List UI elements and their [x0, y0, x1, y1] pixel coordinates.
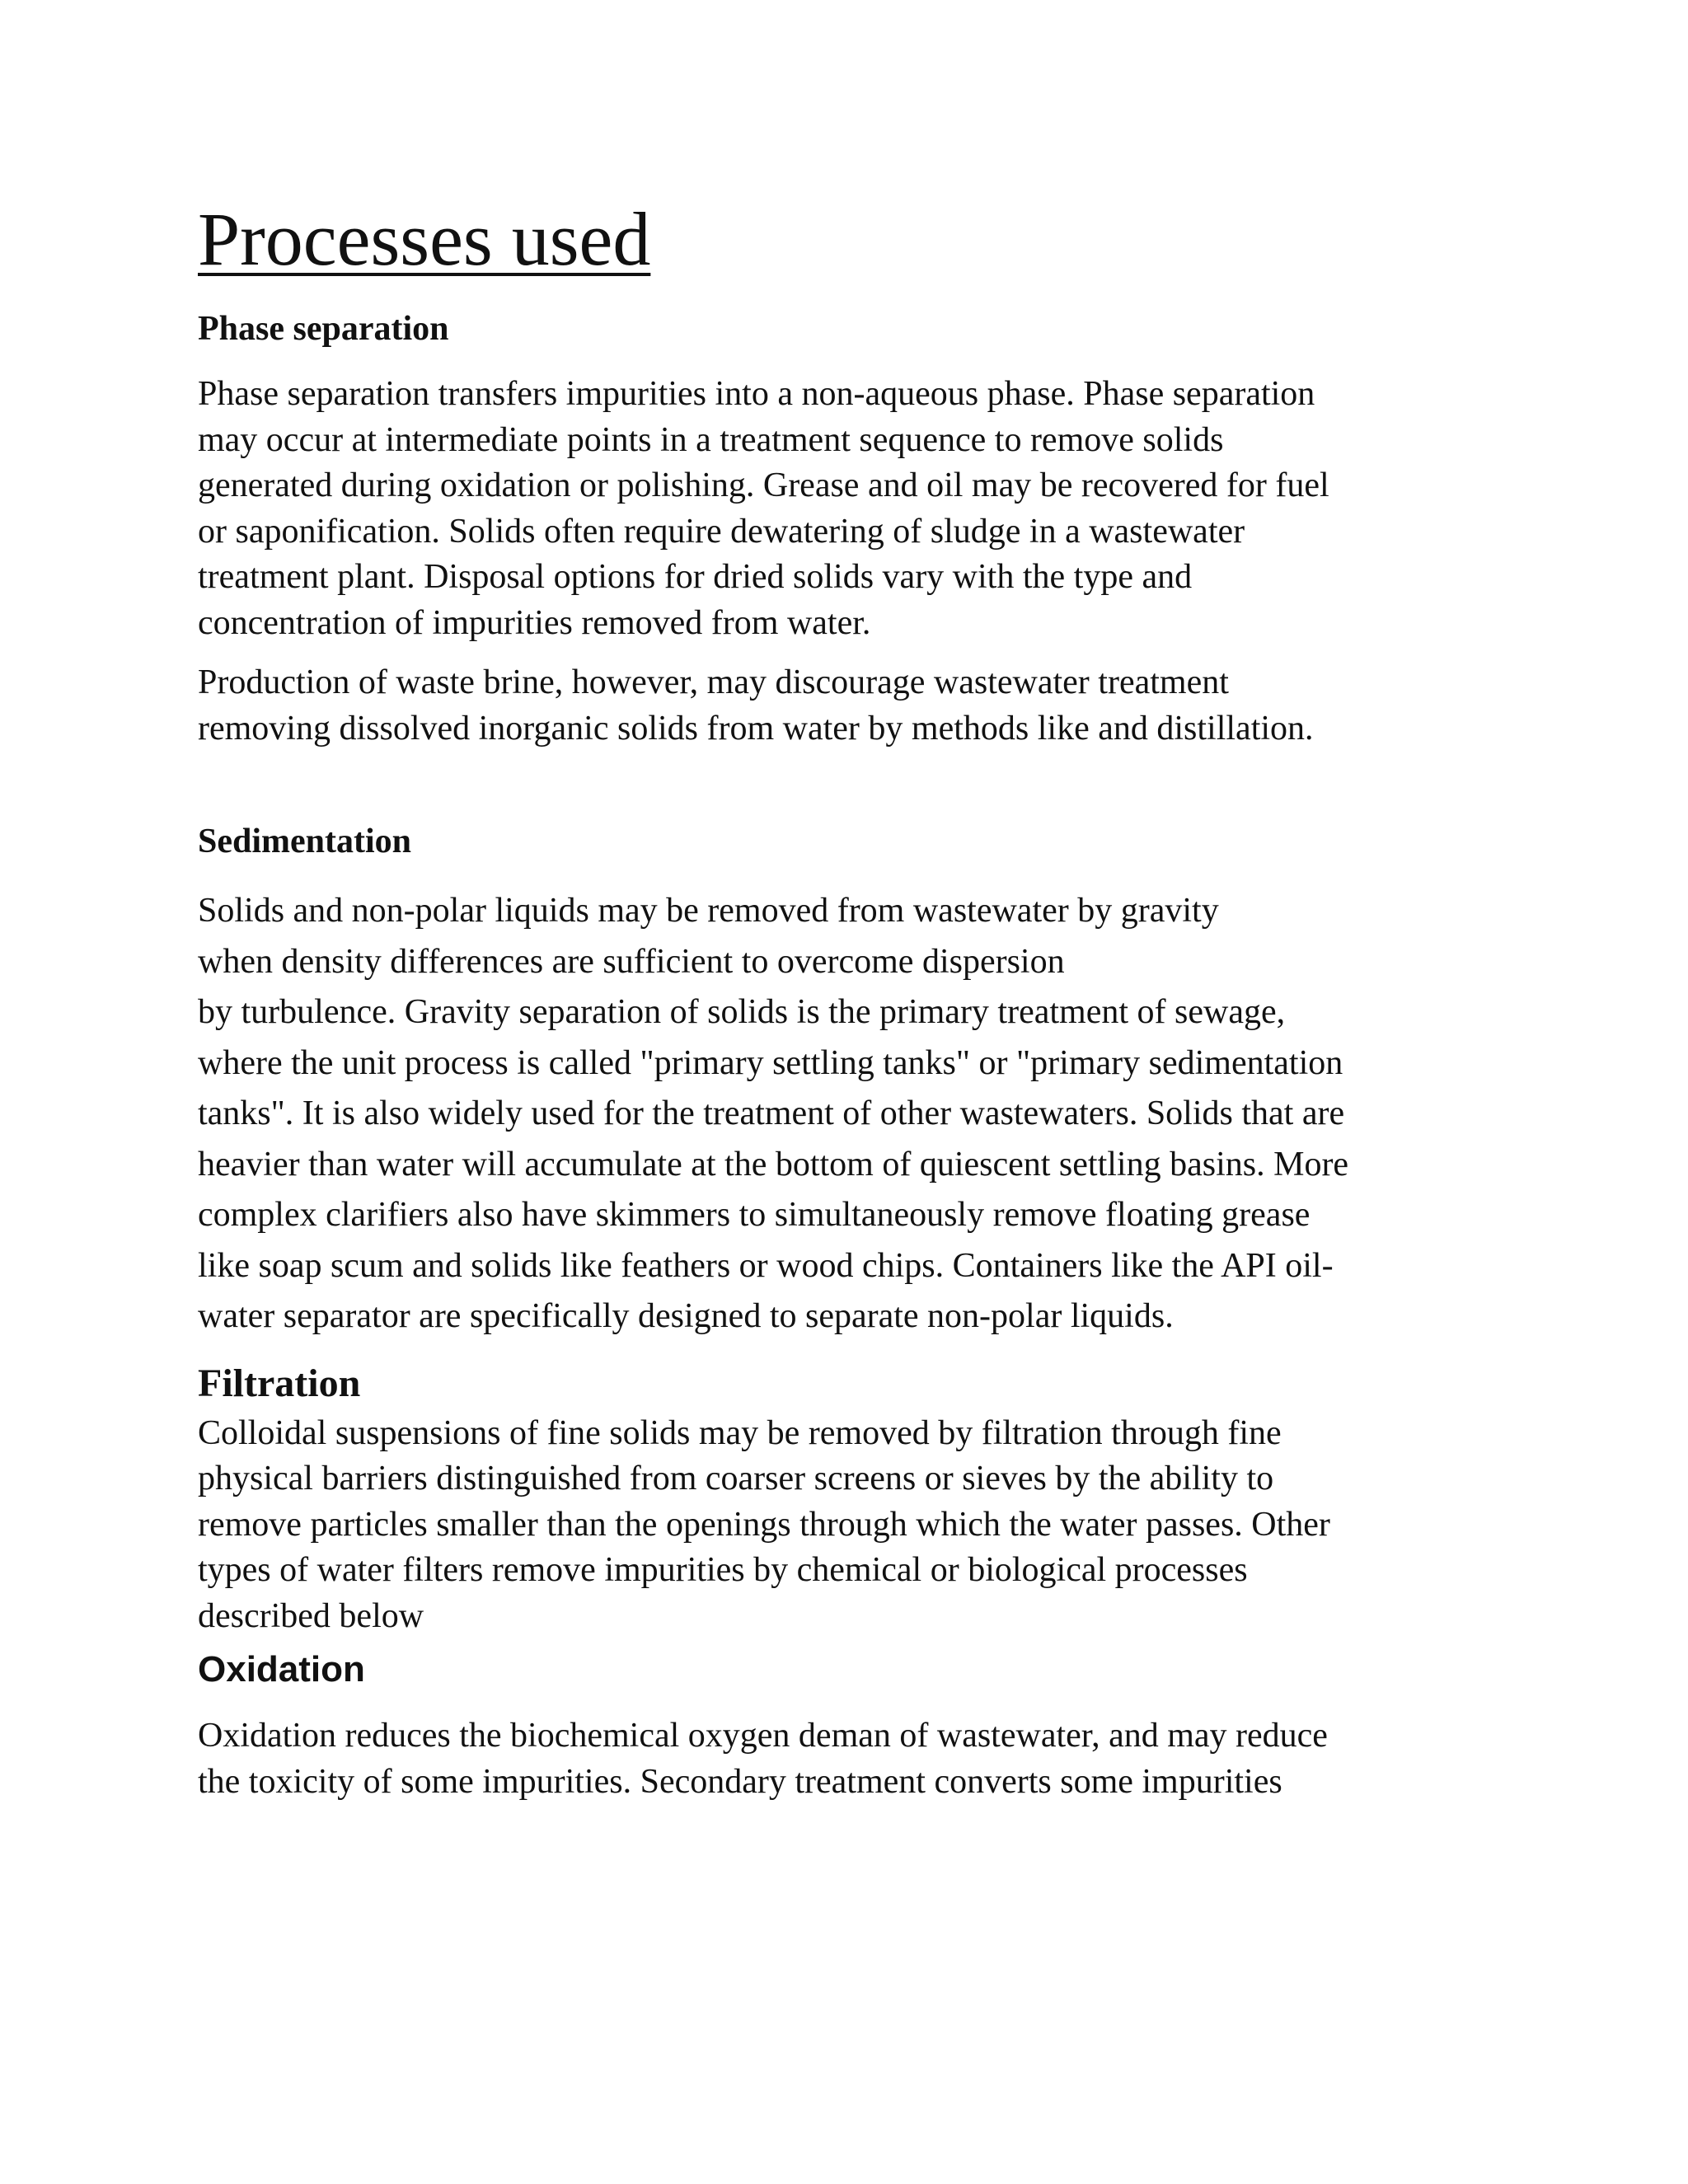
text-line: concentration of impurities removed from water. — [198, 603, 871, 642]
text-line: Colloidal suspensions of fine solids may be removed by filtration through fine — [198, 1413, 1282, 1452]
paragraph-sedimentation — [198, 886, 1500, 1343]
text-line: heavier than water will accumulate at the bottom of quiescent settling basins. More — [198, 1145, 1349, 1183]
text-line: the toxicity of some impurities. Secondary treatment converts some impurities — [198, 1762, 1282, 1801]
text-line: when density differences are sufficient to overcome dispersion — [198, 942, 1065, 981]
section-heading-phase-separation: Phase separation — [198, 310, 449, 348]
paragraph-filtration — [198, 1411, 1500, 1640]
paragraph-phase-separation-2 — [198, 660, 1500, 752]
text-line: like soap scum and solids like feathers or wood chips. Containers like the API oil- — [198, 1246, 1334, 1285]
section-heading-filtration: Filtration — [198, 1361, 361, 1405]
text-line: where the unit process is called "primary settling tanks" or "primary sedimentation — [198, 1043, 1343, 1082]
text-line: described below — [198, 1596, 424, 1635]
section-heading-oxidation: Oxidation — [198, 1649, 365, 1690]
text-line: generated during oxidation or polishing. Grease and oil may be recovered for fuel — [198, 466, 1329, 504]
text-line: or saponification. Solids often require dewatering of sludge in a wastewater — [198, 512, 1245, 551]
text-line: Production of waste brine, however, may discourage wastewater treatment — [198, 663, 1229, 701]
text-line: physical barriers distinguished from coarser screens or sieves by the ability to — [198, 1460, 1274, 1497]
text-line: Solids and non-polar liquids may be removed from wastewater by gravity — [198, 892, 1219, 930]
text-line: treatment plant. Disposal options for dried solids vary with the type and — [198, 558, 1193, 596]
text-line: may occur at intermediate points in a treatment sequence to remove solids — [198, 420, 1224, 459]
text-line: water separator are specifically designed to separate non-polar liquids. — [198, 1297, 1174, 1335]
text-line: Phase separation transfers impurities into a non-aqueous phase. Phase separation — [198, 375, 1315, 413]
page-title: Processes used — [198, 197, 651, 281]
paragraph-phase-separation-1 — [198, 372, 1500, 646]
text-line: removing dissolved inorganic solids from water by methods like and distillation. — [198, 709, 1314, 748]
paragraph-oxidation — [198, 1713, 1500, 1805]
document-body — [198, 194, 1500, 1805]
text-line: tanks". It is also widely used for the treatment of other wastewaters. Solids that are — [198, 1094, 1345, 1132]
text-line: types of water filters remove impurities by chemical or biological processes — [198, 1551, 1248, 1589]
text-line: complex clarifiers also have skimmers to simultaneously remove floating grease — [198, 1196, 1311, 1234]
section-heading-sedimentation: Sedimentation — [198, 823, 412, 860]
text-line: Oxidation reduces the biochemical oxygen deman of wastewater, and may reduce — [198, 1717, 1328, 1755]
text-line: by turbulence. Gravity separation of solids is the primary treatment of sewage, — [198, 993, 1286, 1031]
text-line: remove particles smaller than the openings through which the water passes. Other — [198, 1505, 1330, 1544]
